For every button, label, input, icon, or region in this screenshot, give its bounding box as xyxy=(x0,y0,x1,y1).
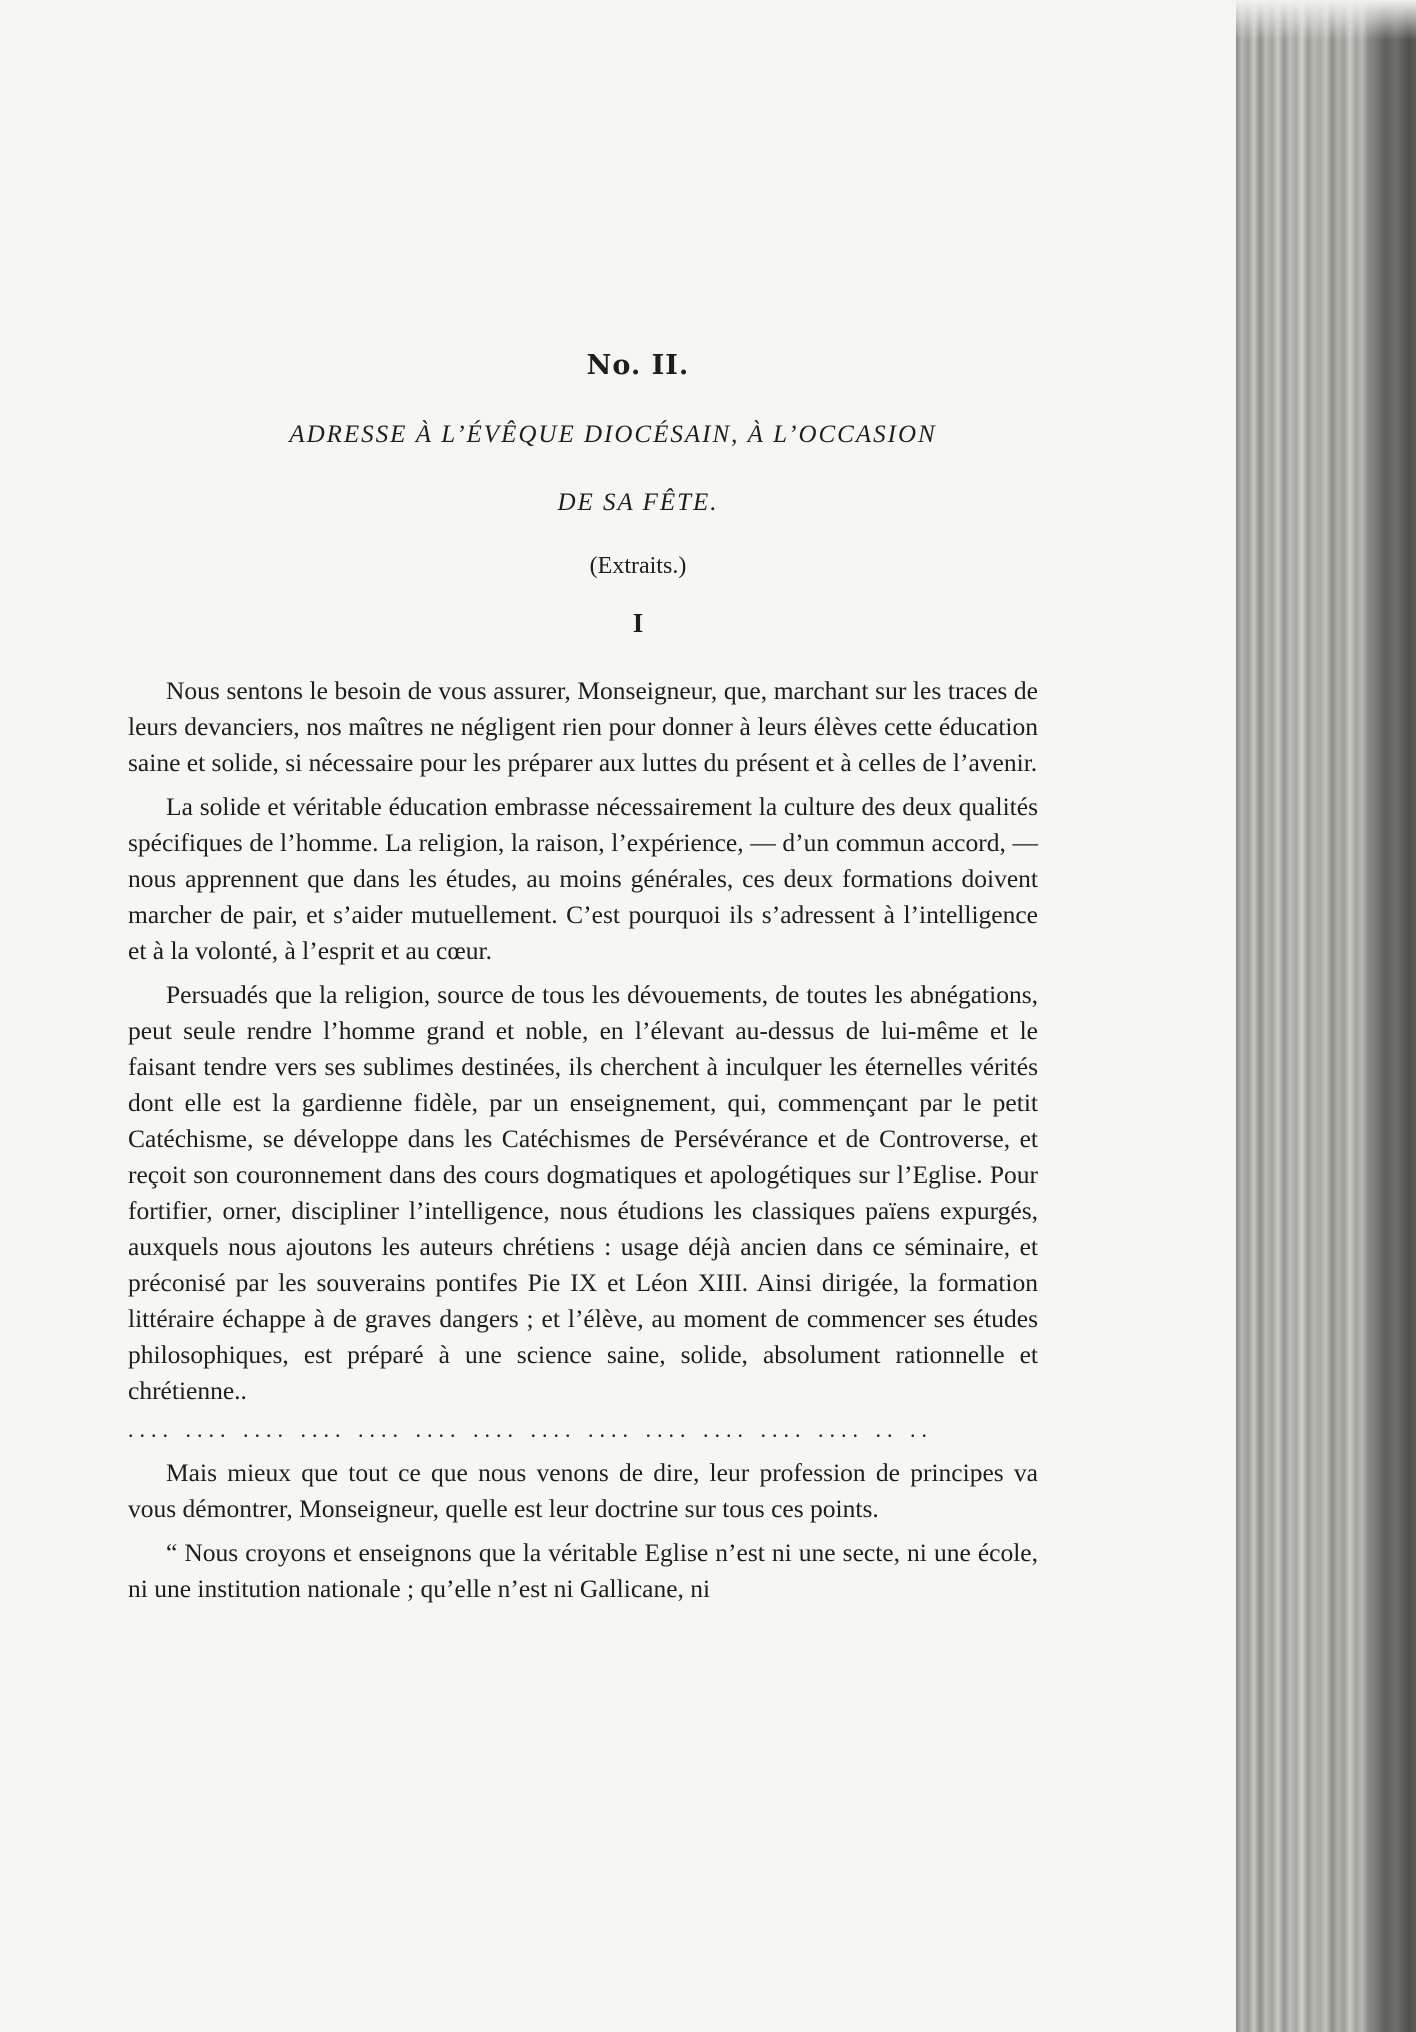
book-edge-top-shade xyxy=(1236,0,1416,40)
book-page-edges xyxy=(1236,0,1416,2032)
title-line-1: ADRESSE À L’ÉVÊQUE DIOCÉSAIN, À L’OCCASION xyxy=(289,421,937,448)
title-line-2: DE SA FÊTE. xyxy=(557,489,719,516)
document-number: No. II. xyxy=(586,350,690,381)
paragraph-5: “ Nous croyons et enseignons que la véritable Eglise n’est ni une secte, ni une école, ni une institution nationale ; qu’elle n’est ni Gallicane, ni xyxy=(128,1538,1038,1603)
subtitle: (Extraits.) xyxy=(589,553,687,579)
paragraph-3: Persuadés que la religion, source de tous les dévouements, de toutes les abnégations, peut seule rendre l’homme grand et noble, en l’élevant au-dessus de lui-même et le faisant tendre vers ses sublimes destinées, ils cherchent à inculquer les éternelles vérités dont elle est la gardienne fidèle, par un enseignement, qui, commençant par le petit Catéchisme, se développe dans les Catéchismes de Persévérance et de Controverse, et reçoit son couronnement dans des cours dogmatiques et apologétiques sur l’Eglise. Pour fortifier, orner, discipliner l’intelligence, nous étudions les classiques païens expurgés, auxquels nous ajoutons les auteurs chrétiens : usage déjà ancien dans ce séminaire, et préconisé par les souverains pontifes Pie IX et Léon XIII. Ainsi dirigée, la formation littéraire échappe à de graves dangers ; et l’élève, au moment de commencer ses études philosophiques, est préparé à une science saine, solide, absolument rationnelle et chrétienne.. xyxy=(128,980,1038,1405)
page-content xyxy=(128,350,1038,1615)
section-numeral: I xyxy=(632,608,644,638)
paragraph-4: Mais mieux que tout ce que nous venons de dire, leur profession de principes va vous démontrer, Monseigneur, quelle est leur doctrine sur tous ces points. xyxy=(128,1458,1038,1523)
paragraph-1: Nous sentons le besoin de vous assurer, Monseigneur, que, marchant sur les traces de leurs devanciers, nos maîtres ne négligent rien pour donner à leurs élèves cette éducation saine et solide, si nécessaire pour les préparer aux luttes du présent et à celles de l’avenir. xyxy=(128,676,1038,777)
paragraph-2: La solide et véritable éducation embrasse nécessairement la culture des deux qualités spécifiques de l’homme. La religion, la raison, l’expérience, — d’un commun accord, — nous apprennent que dans les études, au moins générales, ces deux formations doivent marcher de pair, et s’aider mutuellement. C’est pourquoi ils s’adressent à l’intelligence et à la volonté, à l’esprit et au cœur. xyxy=(128,792,1038,965)
ellipsis-separator: .... .... .... .... .... .... .... .... .... .... .... .... .... .. .. xyxy=(128,1417,933,1442)
